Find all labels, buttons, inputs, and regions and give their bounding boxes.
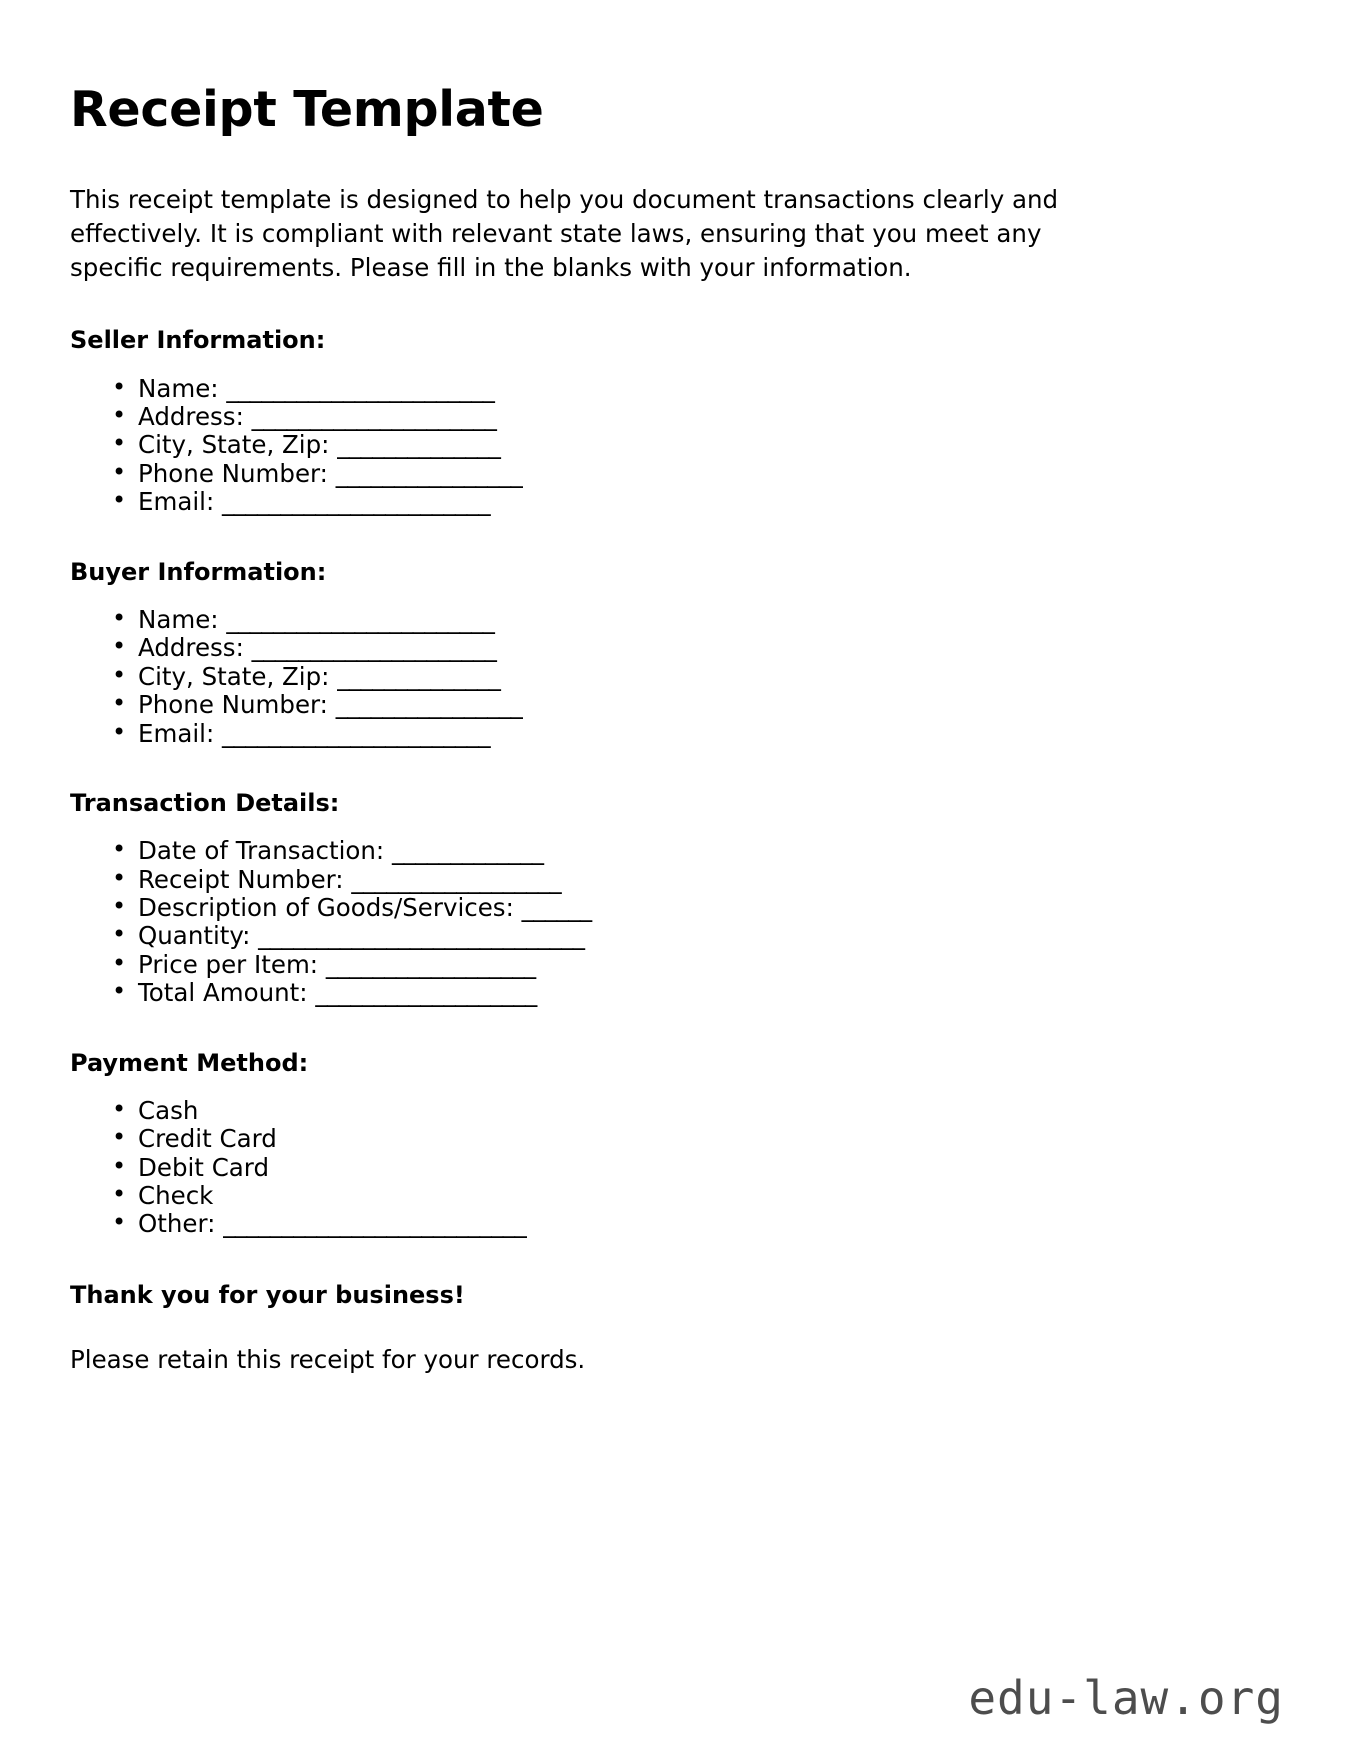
payment-option-label[interactable]: Cash	[138, 1095, 199, 1125]
list-item	[112, 1125, 1292, 1153]
section-transaction-details	[70, 788, 1292, 1008]
section-heading-seller: Seller Information:	[70, 326, 326, 355]
field-blank[interactable]: __________________	[325, 949, 536, 979]
intro-paragraph: This receipt template is designed to help you document transactions clearly and effectively. It is compliant with relevant state laws, ensuring that you meet any specific requirements. Please fill in the blanks with your information.	[70, 185, 1059, 283]
field-label: Name:	[138, 604, 219, 634]
field-label: Phone Number:	[138, 690, 328, 720]
payment-option-label[interactable]: Credit Card	[138, 1124, 277, 1154]
field-label: Name:	[138, 373, 219, 403]
field-blank[interactable]: ______	[521, 892, 592, 922]
field-label: Price per Item:	[138, 949, 319, 979]
section-buyer-information	[70, 557, 1292, 748]
list-item	[112, 1182, 1292, 1210]
closing-heading: Thank you for your business!	[70, 1280, 465, 1309]
list-item	[112, 634, 1292, 662]
field-label: Address:	[138, 402, 244, 432]
list-item	[112, 431, 1292, 459]
list-item	[112, 922, 1292, 950]
field-blank[interactable]: _______________________	[222, 487, 490, 517]
field-blank[interactable]: __________________	[351, 864, 562, 894]
list-item	[112, 663, 1292, 691]
field-list-transaction	[70, 837, 1292, 1007]
section-heading-buyer: Buyer Information:	[70, 557, 327, 586]
page-title: Receipt Template	[70, 81, 544, 138]
field-label: City, State, Zip:	[138, 430, 330, 460]
field-list-payment	[70, 1097, 1292, 1239]
field-blank[interactable]: ____________________________	[258, 921, 585, 951]
section-heading-payment: Payment Method:	[70, 1048, 309, 1077]
list-item	[112, 720, 1292, 748]
section-payment-method	[70, 1048, 1292, 1239]
field-blank[interactable]: _____________________	[251, 402, 497, 432]
list-item	[112, 1097, 1292, 1125]
field-label: Total Amount:	[138, 978, 308, 1008]
payment-option-label[interactable]: Check	[138, 1180, 214, 1210]
field-label: Quantity:	[138, 921, 251, 951]
field-blank[interactable]: _______________________	[222, 718, 490, 748]
field-blank[interactable]: _______________________	[226, 373, 495, 403]
list-item	[112, 837, 1292, 865]
field-blank[interactable]: _____________	[391, 836, 544, 866]
list-item	[112, 951, 1292, 979]
list-item	[112, 979, 1292, 1007]
field-label: Date of Transaction:	[138, 836, 385, 866]
field-label: City, State, Zip:	[138, 661, 330, 691]
site-watermark: edu-law.org	[968, 1671, 1284, 1725]
list-item	[112, 403, 1292, 431]
field-label: Email:	[138, 487, 215, 517]
field-blank[interactable]: _______________________	[226, 604, 495, 634]
list-item	[112, 488, 1292, 516]
closing-text: Please retain this receipt for your records.	[70, 1344, 586, 1374]
list-item	[112, 460, 1292, 488]
list-item	[112, 1210, 1292, 1238]
field-blank[interactable]: ______________	[337, 661, 501, 691]
field-label: Address:	[138, 633, 244, 663]
list-item	[112, 894, 1292, 922]
field-list-buyer	[70, 606, 1292, 748]
list-item	[112, 1154, 1292, 1182]
field-label: Email:	[138, 718, 215, 748]
field-label: Receipt Number:	[138, 864, 344, 894]
section-seller-information	[70, 325, 1292, 516]
field-blank[interactable]: ___________________	[315, 978, 537, 1008]
field-list-seller	[70, 375, 1292, 517]
field-label: Phone Number:	[138, 458, 328, 488]
field-blank[interactable]: ______________	[337, 430, 501, 460]
list-item	[112, 866, 1292, 894]
list-item	[112, 691, 1292, 719]
field-blank[interactable]: _____________________	[251, 633, 497, 663]
field-blank[interactable]: ________________	[335, 690, 523, 720]
section-heading-transaction: Transaction Details:	[70, 788, 340, 817]
list-item	[112, 606, 1292, 634]
field-label: Description of Goods/Services:	[138, 892, 514, 922]
list-item	[112, 375, 1292, 403]
field-blank[interactable]: __________________________	[223, 1209, 527, 1239]
field-blank[interactable]: ________________	[335, 458, 523, 488]
payment-option-label[interactable]: Other:	[138, 1209, 216, 1239]
payment-option-label[interactable]: Debit Card	[138, 1152, 270, 1182]
